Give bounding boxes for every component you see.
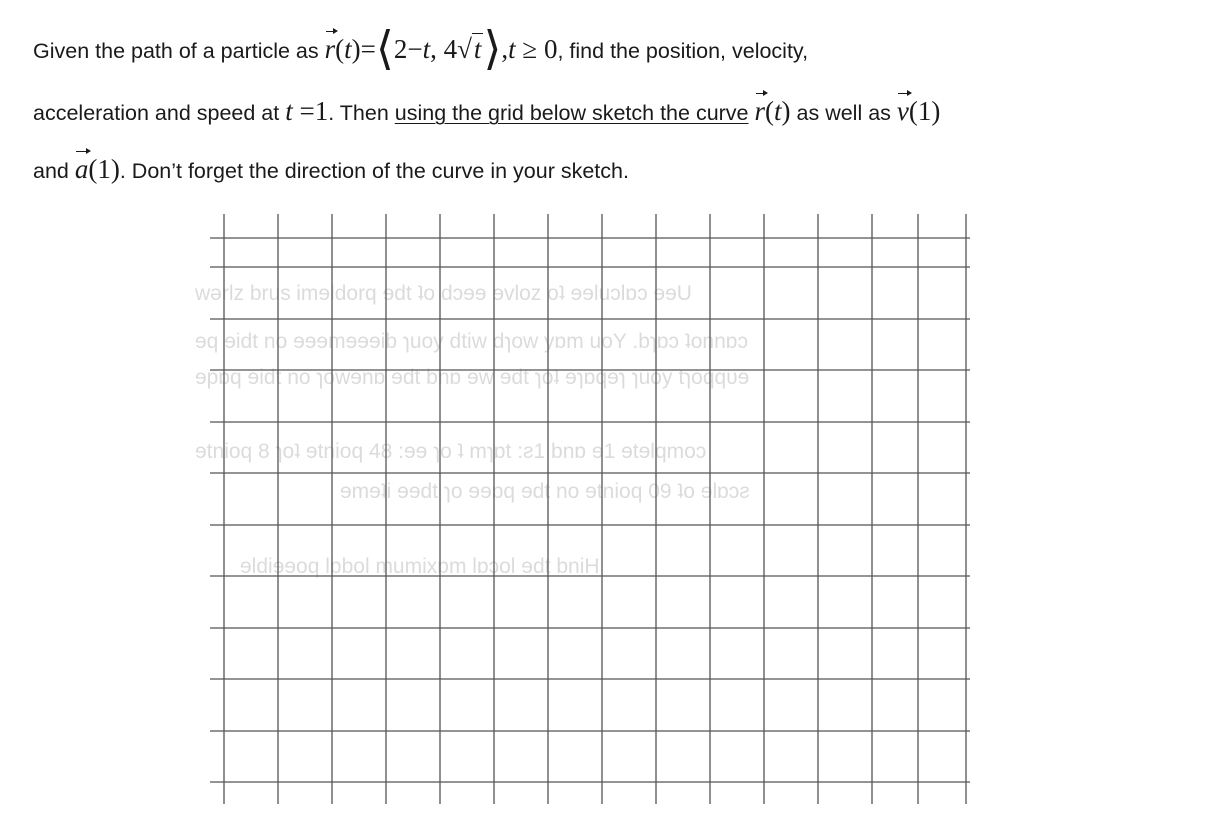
bleed-line: ɘq ɘidt no ɘɘɘmɘɘɘib ɿuoy dtiw dɿow yɒm uoY .bɿɒɔ ʇonnɒɔ <box>195 330 748 353</box>
bleed-line: ɘpɒq ɘidt no ɿowɘnɒ ɘdt bnɒ ɘw ɘdt ɿoʇ ɘɿɒqɘɿ ɿuoy tɿoqqυɘ <box>195 366 750 389</box>
underlined-instruction: using the grid below sketch the curve <box>394 101 749 125</box>
bleed-line: ɘldiɘɘoq lɒbol mumixɒm lɒɔol ɘdt bniH <box>240 555 600 578</box>
problem-line-2: acceleration and speed at t =1. Then using the grid below sketch the curve r(t) as well as v(1) <box>33 96 941 126</box>
bleed-line: ɘtnioq 8 ɿoʇ ɘtnioq 48 :ɘɘ ɿo ʇ mɿɒt :ƨ1 bnɒ ɘ1 ɘtɘlqmoɔ <box>195 440 707 463</box>
bleed-line: wərlz brus Ꭵmɘldorq ɘdt ʇo dɔɘɘ ɘvloz oʇ ɘɘluɔlɒɔ ɘɘU <box>195 282 692 305</box>
math-r-of-t: r(t)=⟨2−t, 4√t⟩,t ≥ 0 <box>324 23 558 74</box>
problem-line-1: Given the path of a particle as r(t)=⟨2−t, 4√t⟩,t ≥ 0, find the position, velocity, <box>33 23 809 74</box>
bleed-line: ɘmɘʇi ɘɘdt ɿo ɘɘɒq ɘdt no ɘtnioq 09 ʇo ɘlɒɔƨ <box>340 480 750 503</box>
problem-line-3: and a(1). Don’t forget the direction of the curve in your sketch. <box>33 154 629 184</box>
